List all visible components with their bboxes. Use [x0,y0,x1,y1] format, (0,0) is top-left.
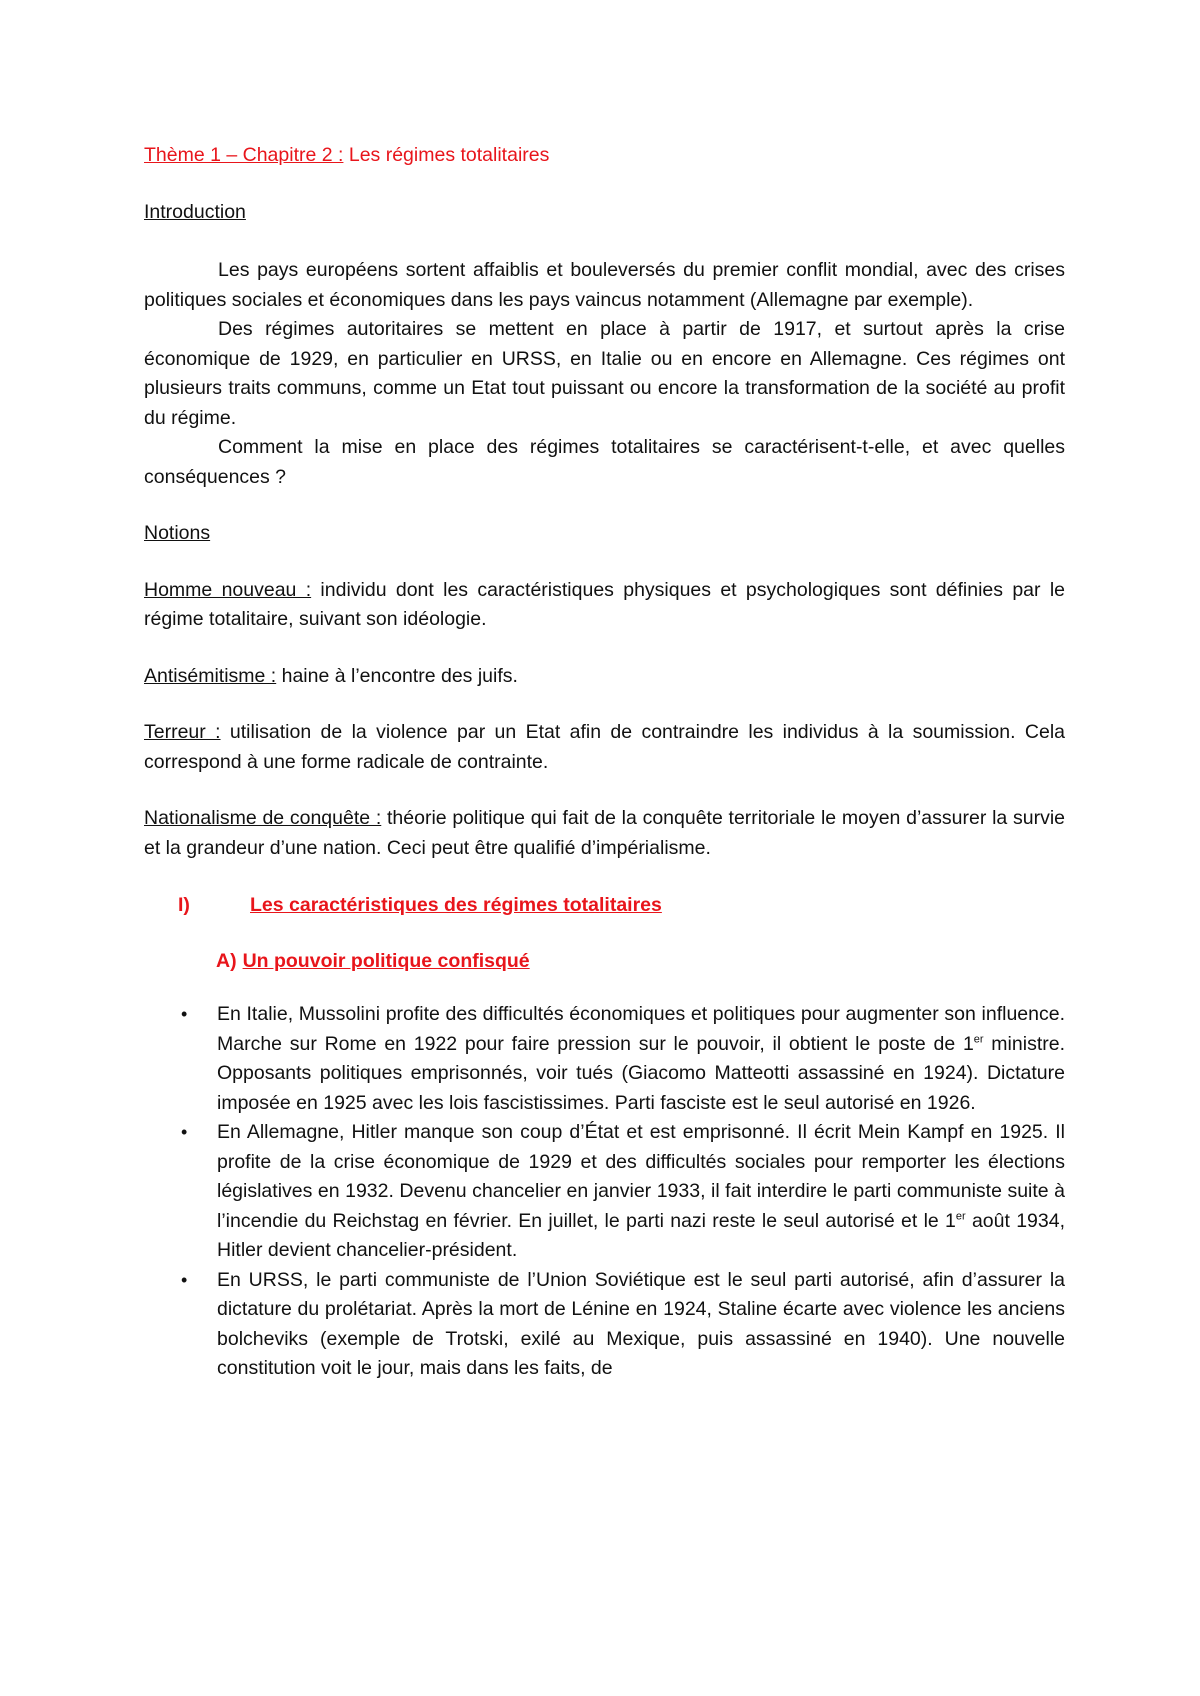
bullet-text: En URSS, le parti communiste de l’Union Soviétique est le seul parti autorisé, afin d’assurer la dictature du prolétariat. Après la mort de Lénine en 1924, Staline écarte avec violence les anciens bolcheviks (exemple de Trotski, exilé au Mexique, puis assassiné en 1940). Une nouvelle constitution voit le jour, mais dans les faits, de [217,1268,1065,1379]
notion-terreur [144,718,1065,777]
notion-antisemitisme [144,662,1065,692]
notion-term: Nationalisme de conquête : [144,807,382,829]
introduction-heading: Introduction [144,200,246,223]
bullet-text: En Allemagne, Hitler manque son coup d’État et est emprisonné. Il écrit Mein Kampf en 1925. Il profite de la crise économique de 1929 et des difficultés sociales pour remporter les élections législatives en 1932. Devenu chancelier en janvier 1933, il fait interdire le parti communiste suite à l’incendie du Reichstag en février. En juillet, le parti nazi reste le seul autorisé et le 1 [217,1121,1065,1232]
bullet-icon: • [181,1004,188,1024]
intro-paragraph-1: Les pays européens sortent affaiblis et bouleversés du premier conflit mondial, avec des crises politiques sociales et économiques dans les pays vaincus notamment (Allemagne par exemple). [144,259,1065,311]
notion-definition: utilisation de la violence par un Etat afin de contraindre les individus à la soumission. Cela correspond à une forme radicale de contrainte. [144,721,1065,773]
list-item-italie [144,1000,1065,1118]
notion-term: Homme nouveau : [144,578,312,601]
notion-nationalisme [144,804,1065,863]
section-1-heading [144,891,1065,921]
notion-term: Terreur : [144,721,221,743]
subsection-a-title: Un pouvoir politique confisqué [242,949,530,972]
notion-term: Antisémitisme : [144,664,277,687]
notions-heading: Notions [144,522,211,544]
subsection-a-heading [144,947,1065,977]
bullet-icon: • [181,1269,188,1290]
intro-paragraph-3: Comment la mise en place des régimes totalitaires se caractérisent-t-elle, et avec quelles conséquences ? [144,436,1065,488]
bullet-text: ministre. Opposants politiques emprisonnés, voir tués (Giacomo Matteotti assassiné en 1924). Dictature imposée en 1925 avec les lois fascistissimes. Parti fasciste est le seul autorisé en 1926. [217,1032,1065,1114]
bullet-icon: • [181,1122,188,1142]
notion-definition: individu dont les caractéristiques physiques et psychologiques sont définies par le régime totalitaire, suivant son idéologie. [144,578,1065,630]
title-prefix: Thème 1 – Chapitre 2 : [144,144,344,166]
section-1-number: I) [178,894,190,916]
list-item-allemagne [144,1118,1065,1266]
superscript: er [973,1033,984,1045]
intro-paragraph-2: Des régimes autoritaires se mettent en place à partir de 1917, et surtout après la crise économique de 1929, en particulier en URSS, en Italie ou en encore en Allemagne. Ces régimes ont plusieurs traits communs, comme un Etat tout puissant ou encore la transformation de la société au profit du régime. [144,318,1065,429]
bullet-list [144,1000,1065,1384]
notion-definition: théorie politique qui fait de la conquête territoriale le moyen d’assurer la survie et la grandeur d’une nation. Ceci peut être qualifié d’impérialisme. [144,807,1065,859]
document-title [144,141,1065,171]
superscript: er [955,1210,966,1222]
list-item-urss [144,1266,1065,1384]
bullet-text: En Italie, Mussolini profite des difficultés économiques et politiques pour augmenter son influence. Marche sur Rome en 1922 pour faire pression sur le pouvoir, il obtient le poste de 1 [217,1003,1065,1055]
bullet-text: août 1934, Hitler devient chancelier-président. [217,1209,1065,1261]
title-rest: Les régimes totalitaires [343,144,550,166]
subsection-a-number: A) [216,949,237,972]
notion-definition: haine à l’encontre des juifs. [276,664,518,687]
notion-homme-nouveau [144,576,1065,635]
section-1-title: Les caractéristiques des régimes totalitaires [250,894,662,916]
